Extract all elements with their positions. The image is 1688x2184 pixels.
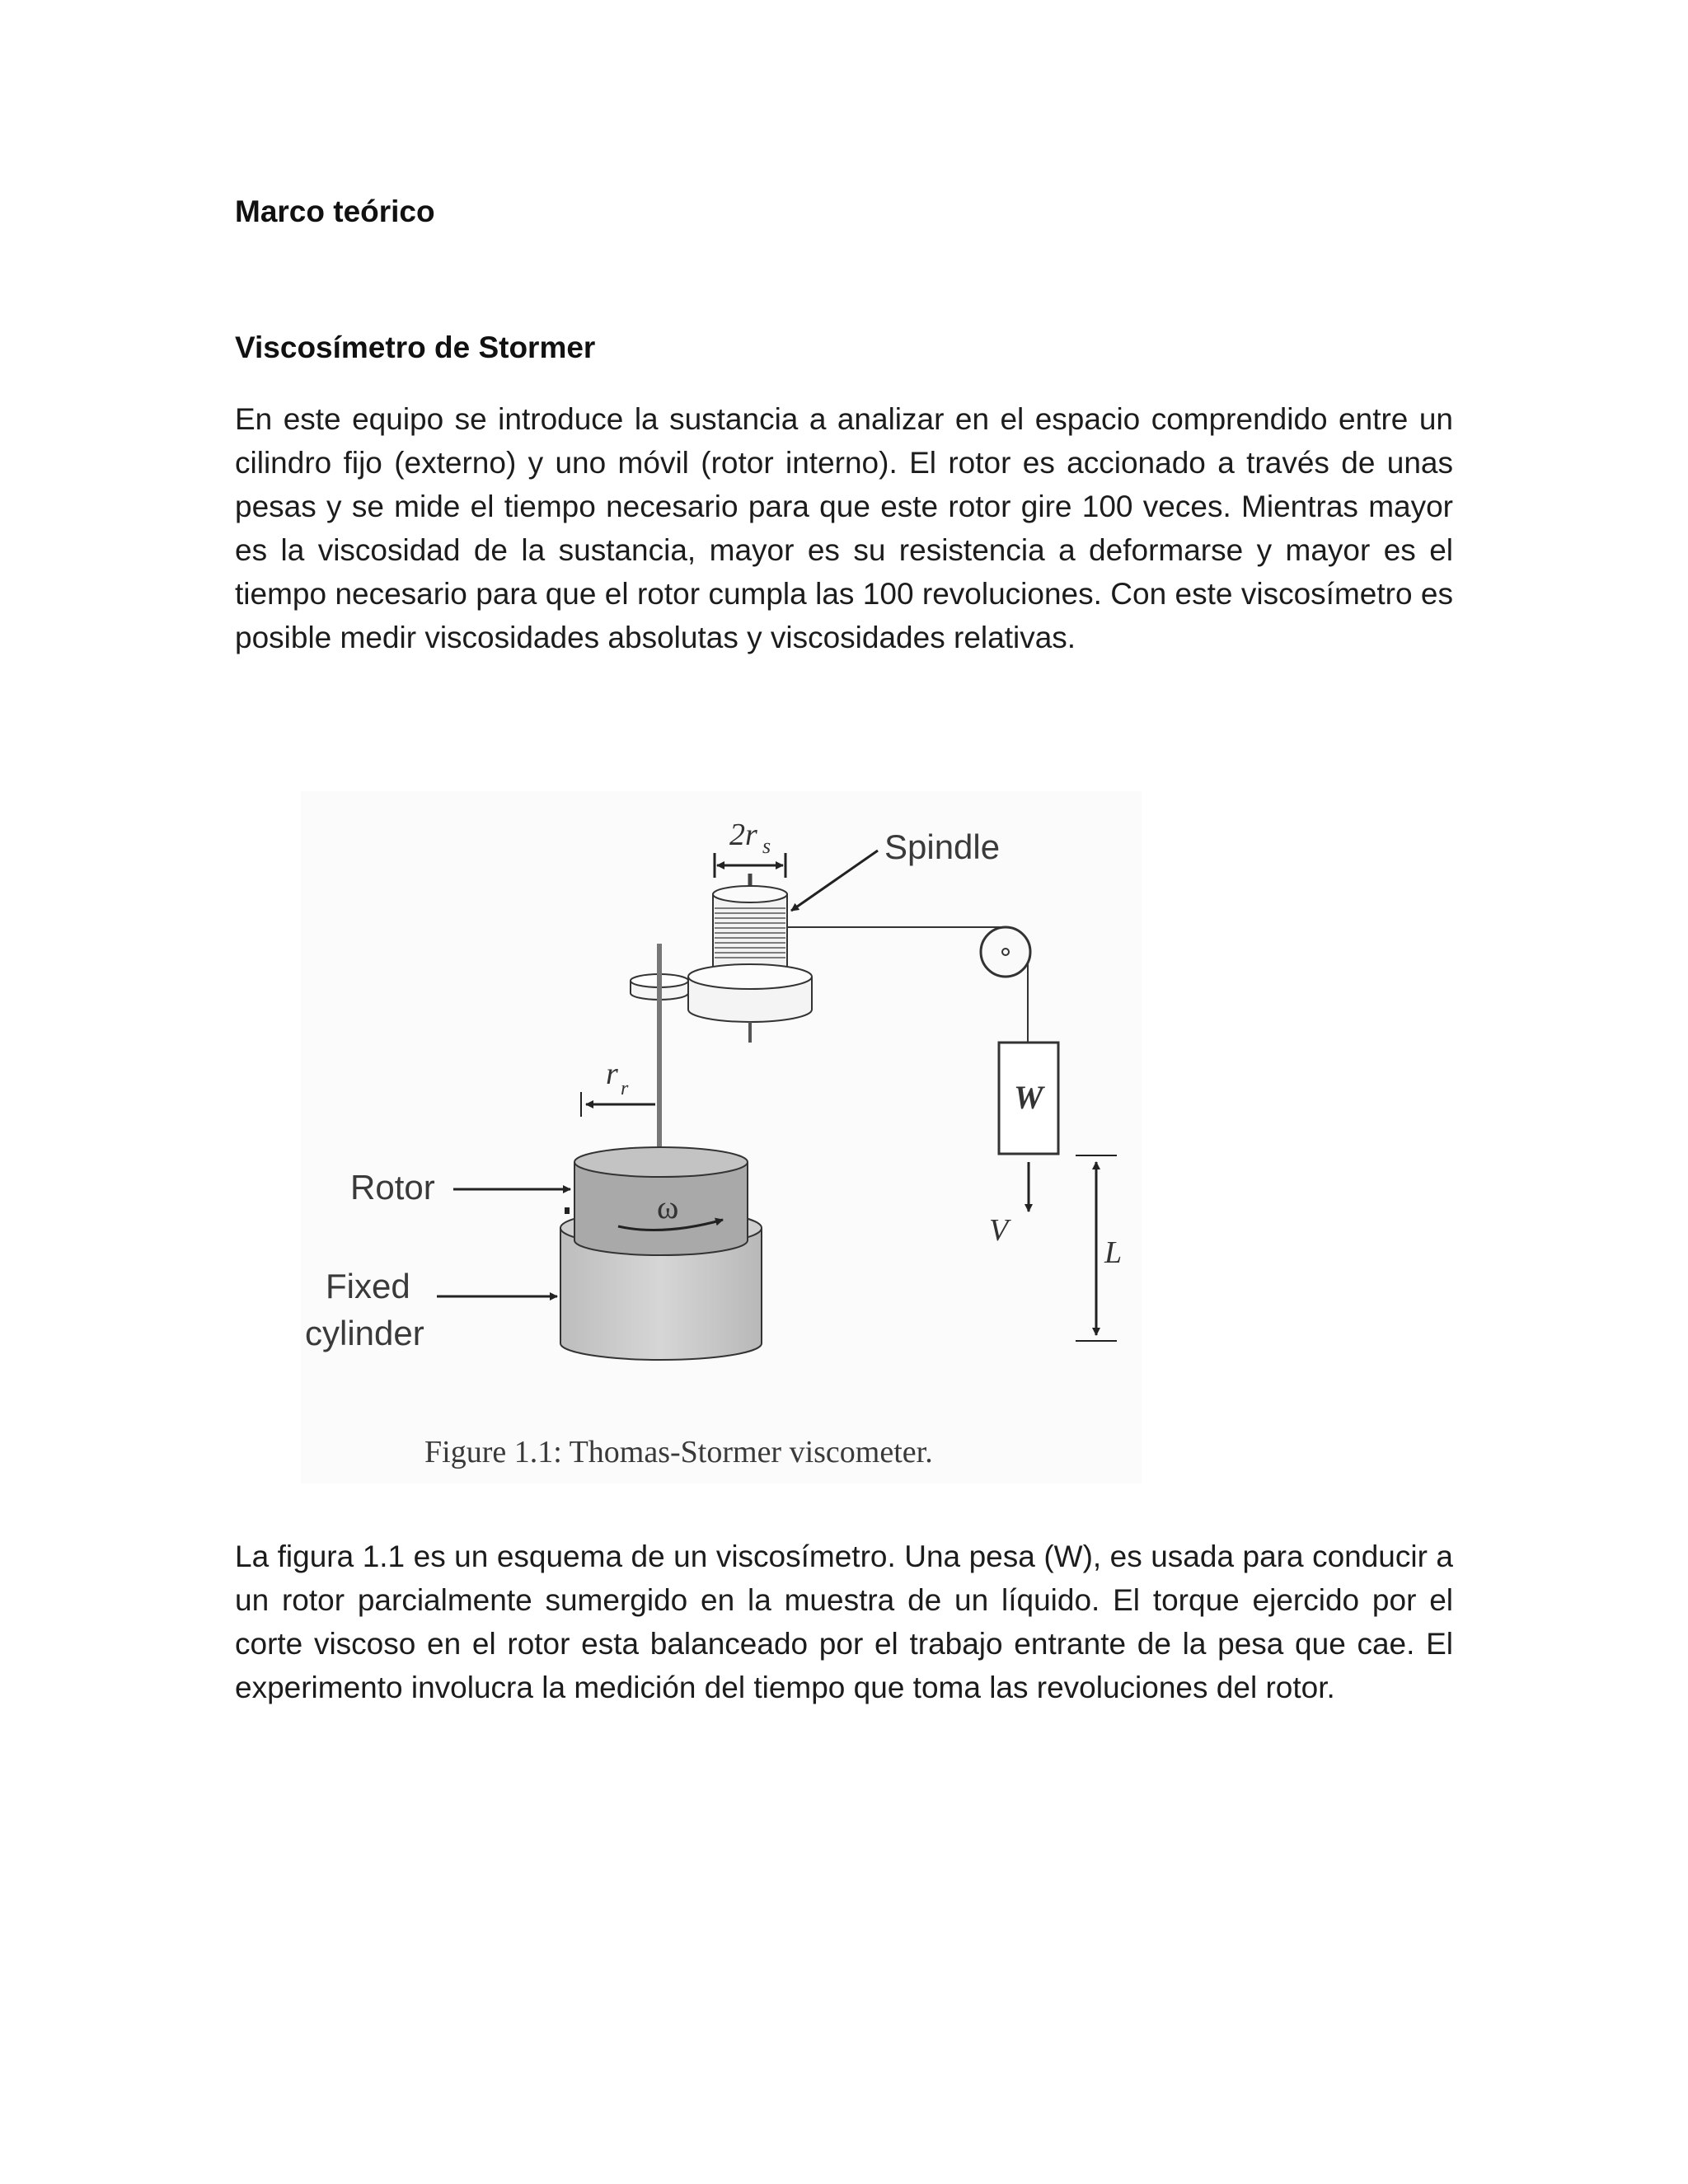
- paragraph-figure-explanation: La figura 1.1 es un esquema de un viscosímetro. Una pesa (W), es usada para conducir a un rotor parcialmente sumergido en la muestra de un líquido. El torque ejercido por el corte viscoso en el rotor esta balanceado por el trabajo entrante de la pesa que cae. El experimento involucra la medición del tiempo que toma las revoluciones del rotor.: [235, 1540, 1453, 1704]
- two-rs-label: 2r: [729, 818, 757, 852]
- viscometer-figure: [301, 791, 1142, 1483]
- rotor-radius-dimension: [581, 1057, 655, 1117]
- two-rs-subscript: s: [762, 834, 771, 858]
- subsection-title: Viscosímetro de Stormer: [235, 330, 596, 364]
- figure-caption: Figure 1.1: Thomas-Stormer viscometer.: [424, 1435, 933, 1469]
- velocity-arrow: [989, 1162, 1029, 1248]
- viscometer-diagram: [301, 791, 1142, 1418]
- weight-label: W: [1014, 1079, 1043, 1116]
- fixed-cylinder-label-line2: cylinder: [305, 1314, 424, 1352]
- rr-label: r: [606, 1057, 618, 1091]
- spindle-callout: [791, 827, 1000, 911]
- pulley: [981, 927, 1030, 977]
- section-title: Marco teórico: [235, 194, 435, 228]
- length-dimension: [1076, 1155, 1122, 1341]
- weight-box: [999, 1043, 1058, 1154]
- fixed-cylinder-callout: [305, 1267, 557, 1352]
- omega-label: ω: [657, 1188, 679, 1226]
- paragraph-intro: En este equipo se introduce la sustancia a analizar en el espacio comprendido entre un cilindro fijo (externo) y uno móvil (rotor interno). El rotor es accionado a través de unas pesas y se mide el tiempo necesario para que este rotor gire 100 veces. Mientras mayor es la viscosidad de la sustancia, mayor es su resistencia a deformarse y mayor es el tiempo necesario para que el rotor cumpla las 100 revoluciones. Con este viscosímetro es posible medir viscosidades absolutas y viscosidades relativas.: [235, 402, 1453, 654]
- rr-subscript: r: [621, 1078, 629, 1099]
- velocity-label: V: [989, 1213, 1009, 1248]
- spindle-label: Spindle: [884, 827, 1001, 866]
- rotor: [565, 1147, 748, 1255]
- rotor-callout: [350, 1168, 570, 1207]
- length-label: L: [1104, 1235, 1123, 1270]
- spindle-diameter-dimension: [715, 818, 785, 878]
- spindle: [713, 886, 787, 972]
- fixed-cylinder-label-line1: Fixed: [326, 1267, 410, 1305]
- rotor-label: Rotor: [350, 1168, 435, 1207]
